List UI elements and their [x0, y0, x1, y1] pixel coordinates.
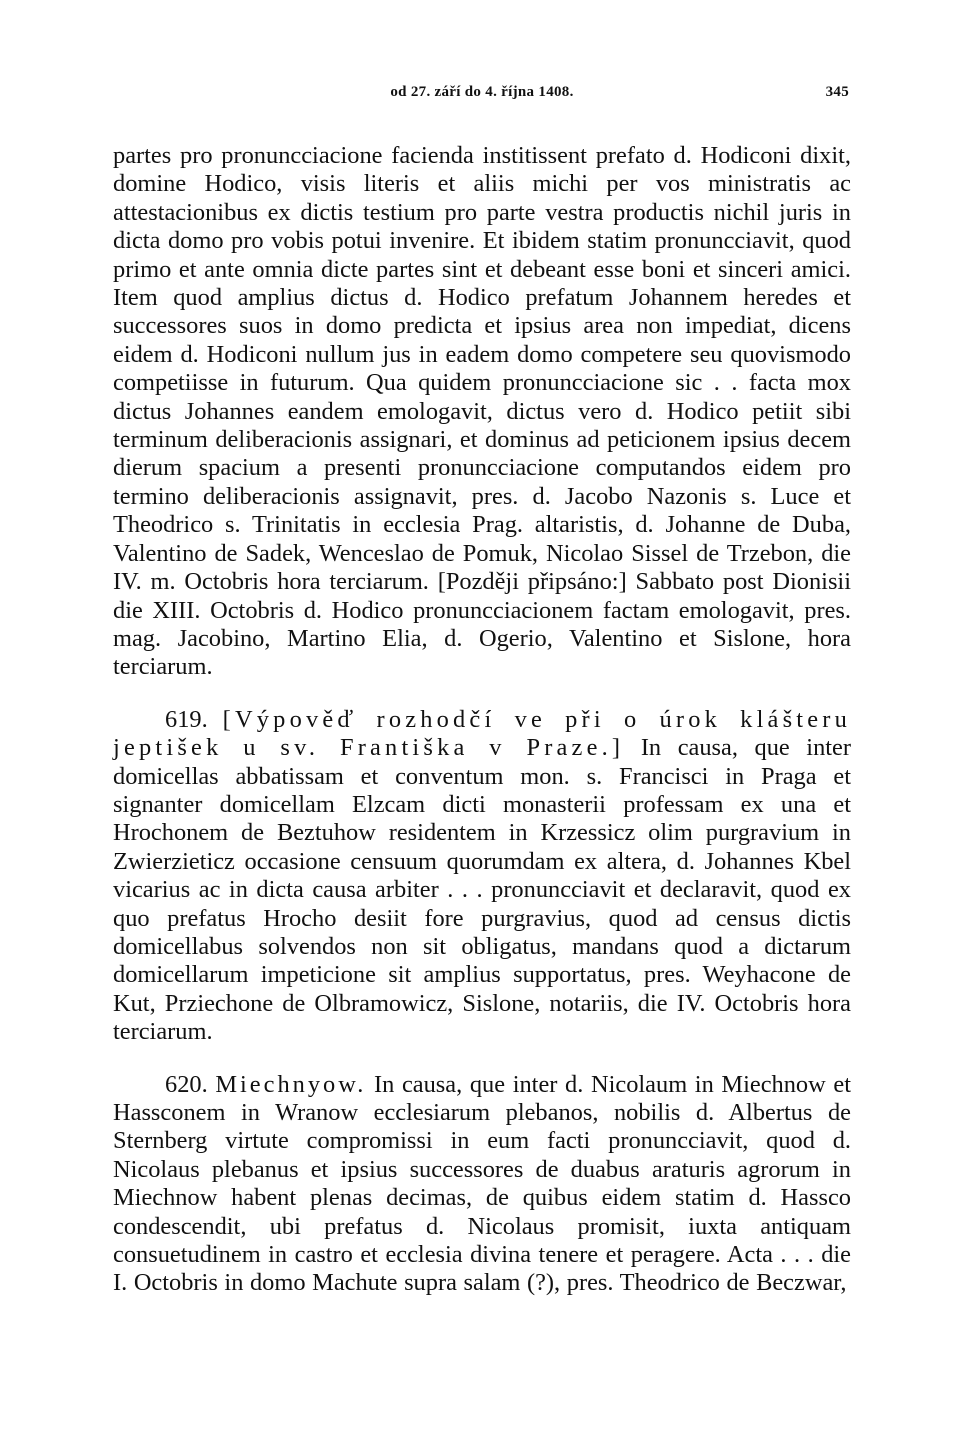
- entry-text: In causa, que inter d. Nicolaum in Miechnow et Hassconem in Wranow ecclesiarum plebanos, nobilis d. Albertus de Sternberg virtute compromissi in eum facti pronuncciavit, quod d. Nicolaus plebanus et ipsius successores de duabus araturis agrorum in Miechnow habent plenas decimas, de quibus eidem statim d. Hassco condescendit, ubi prefatus d. Nicolaus promisit, iuxta antiquam consuetudinem in castro et ecclesia divina tenere et peragere. Acta . . . die I. Octobris in domo Machute supra salam (?), pres. Theodrico de Beczwar,: [113, 1070, 851, 1297]
- entry-number: 620.: [165, 1070, 208, 1098]
- entry-heading: [Výpověď rozhodčí ve při o úrok klášteru jeptišek u sv. Františka v Praze.]: [113, 705, 851, 762]
- running-head: [113, 84, 851, 114]
- entry-heading: Miechnyow.: [215, 1070, 367, 1098]
- document-page: [113, 84, 851, 1298]
- entry-text: In causa, que inter domicellas abbatissam et conventum mon. s. Francisci in Praga et signanter domicellam Elzcam dicti monasterii professam ex una et Hrochonem de Beztuhow residentem in Krzessicz olim purgravium in Zwierzieticz occasione censuum quorumdam ex altera, d. Johannes Kbel vicarius ac in dicta causa arbiter . . . pronuncciavit et declaravit, quod ex quo prefatus Hrocho desiit fore purgravius, quod ad census dictis domicellabus solvendos non sit obligatus, mandans quod a dictarum domicellarum impeticione sit amplius supportatus, pres. Weyhacone de Kut, Prziechone de Olbramowicz, Sislone, notariis, die IV. Octobris hora terciarum.: [113, 734, 851, 1046]
- entry-620: [113, 1071, 851, 1298]
- entry-619: [113, 706, 851, 1047]
- page-number: 345: [825, 84, 849, 100]
- paragraph-continuation: partes pro pronuncciacione facienda institissent prefato d. Hodiconi dixit, domine Hodico, visis literis et aliis michi per vos ministratis ac attestacionibus ex dictis testium pro parte vestra productis nichil juris in dicta domo pro vobis potui invenire. Et ibidem statim pronuncciavit, quod primo et ante omnia dicte partes sint et debeant esse boni et sinceri amici. Item quod amplius dictus d. Hodico prefatum Johannem heredes et successores suos in domo predicta et ipsius area non impediat, dicens eidem d. Hodiconi nullum jus in eadem domo competere seu quovismodo competiisse in futurum. Qua quidem pronuncciacione sic . . facta mox dictus Johannes eandem emologavit, dictus vero d. Hodico petiit sibi terminum deliberacionis assignari, et dominus ad peticionem ipsius decem dierum spacium a presenti pronuncciacione computandos eidem pro termino deliberacionis assignavit, pres. d. Jacobo Nazonis s. Luce et Theodrico s. Trinitatis in ecclesia Prag. altaristis, d. Johanne de Duba, Valentino de Sadek, Wenceslao de Pomuk, Nicolao Sissel de Trzebon, die IV. m. Octobris hora terciarum. [Později připsáno:] Sabbato post Dionisii die XIII. Octobris d. Hodico pronuncciacionem factam emologavit, pres. mag. Jacobino, Martino Elia, d. Ogerio, Valentino et Sislone, hora terciarum.: [113, 142, 851, 681]
- running-head-title: od 27. září do 4. října 1408.: [390, 84, 574, 100]
- entry-number: 619.: [165, 705, 208, 733]
